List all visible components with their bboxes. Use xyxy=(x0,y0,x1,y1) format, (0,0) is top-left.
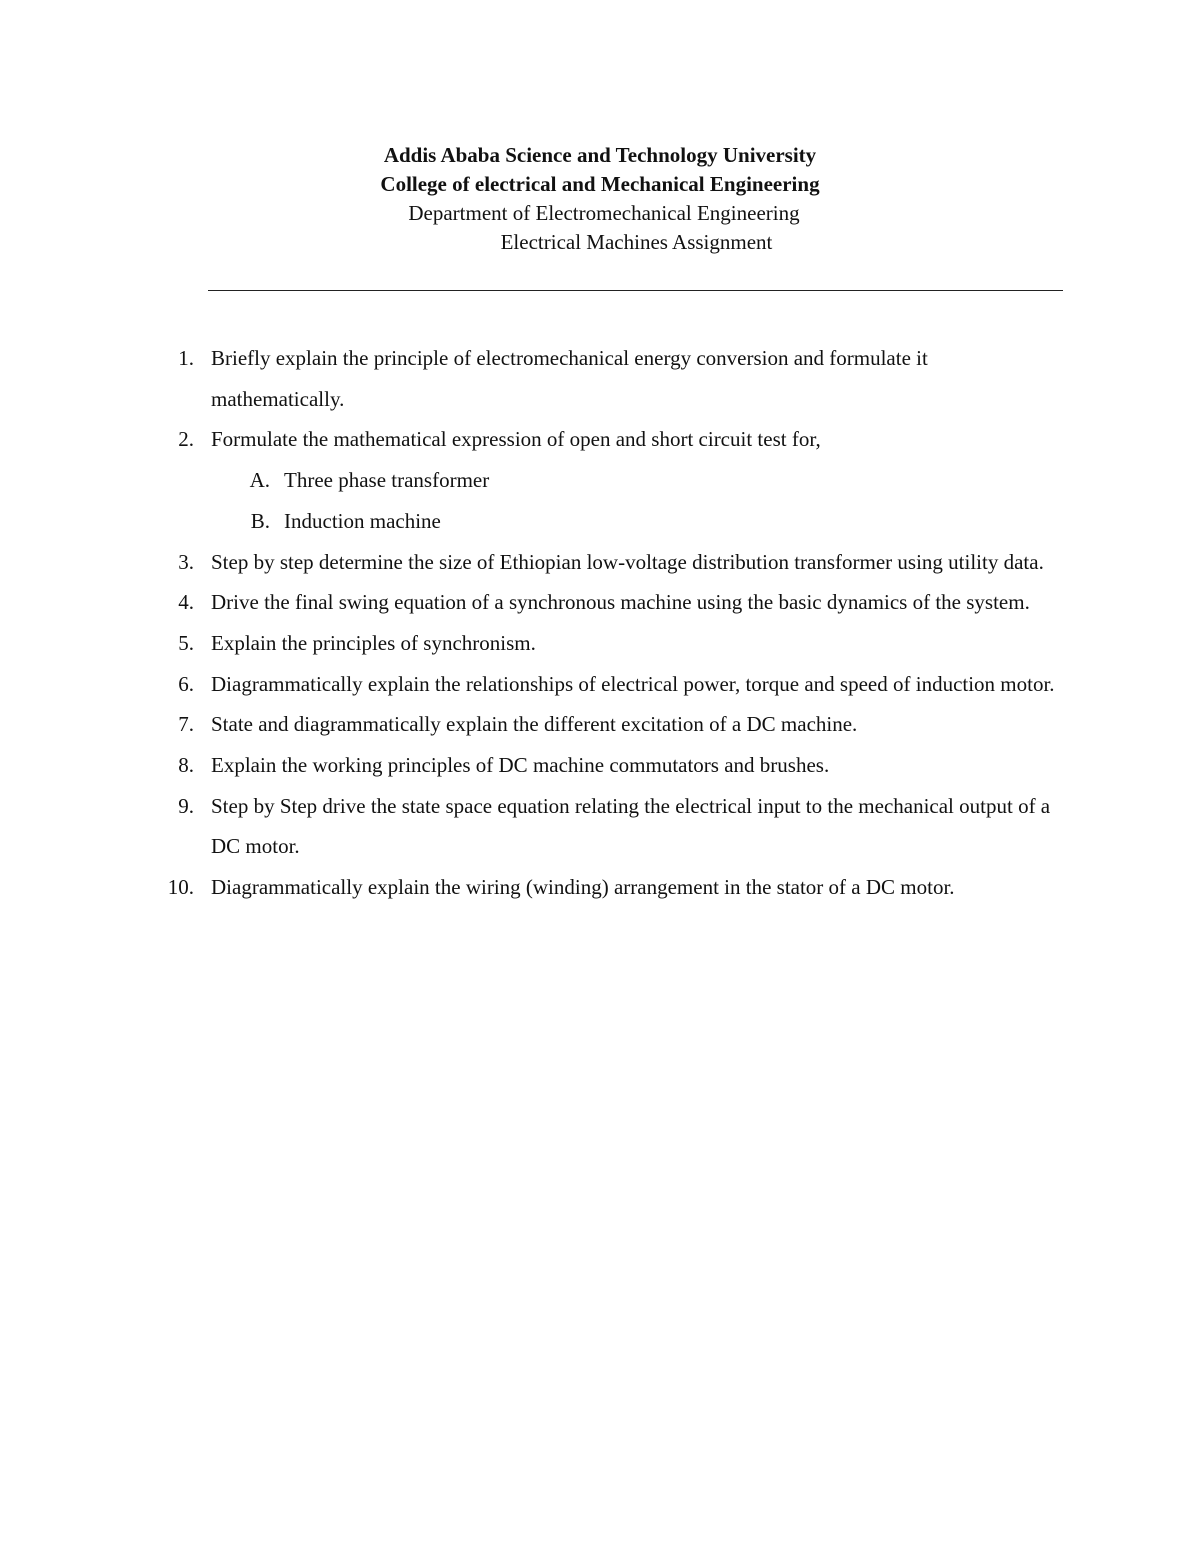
question-item-4 xyxy=(0,582,1200,623)
question-number: 6. xyxy=(178,671,194,696)
question-text: Diagrammatically explain the relationships of electrical power, torque and speed of induction motor. xyxy=(211,671,1055,696)
question-item-1 xyxy=(0,338,1200,419)
question-text: Drive the final swing equation of a synchronous machine using the basic dynamics of the system. xyxy=(211,590,1030,615)
question-text: Explain the principles of synchronism. xyxy=(211,630,536,655)
header-divider xyxy=(208,290,1063,291)
question-text: Explain the working principles of DC machine commutators and brushes. xyxy=(211,753,830,778)
question-list xyxy=(0,338,1200,908)
question-number: 5. xyxy=(178,630,194,655)
question-number: 4. xyxy=(178,590,194,615)
question-text: Diagrammatically explain the wiring (winding) arrangement in the stator of a DC motor. xyxy=(211,875,955,900)
question-item-3 xyxy=(0,542,1200,583)
question-number: 9. xyxy=(178,793,194,818)
subitem-a xyxy=(0,460,1200,501)
question-item-2 xyxy=(0,419,1200,460)
question-number: 3. xyxy=(178,549,194,574)
question-number: 8. xyxy=(178,753,194,778)
question-number: 7. xyxy=(178,712,194,737)
question-item-9 xyxy=(0,786,1200,867)
subitem-letter: B. xyxy=(250,508,270,533)
question-number: 2. xyxy=(178,427,194,452)
subitem-letter: A. xyxy=(249,468,270,493)
question-number: 10. xyxy=(167,875,194,900)
question-item-5 xyxy=(0,623,1200,664)
subitem-text: Three phase transformer xyxy=(284,468,490,493)
question-text: Step by step determine the size of Ethiopian low-voltage distribution transformer using utility data. xyxy=(211,549,1044,574)
question-text: Formulate the mathematical expression of open and short circuit test for, xyxy=(211,427,821,452)
question-item-10 xyxy=(0,867,1200,908)
subitem-text: Induction machine xyxy=(284,508,441,533)
department-name: Department of Electromechanical Engineering xyxy=(408,201,800,225)
question-number: 1. xyxy=(178,346,194,370)
question-text: Step by Step drive the state space equation relating the electrical input to the mechanical output of a DC motor. xyxy=(211,793,1051,859)
university-name: Addis Ababa Science and Technology University xyxy=(383,143,817,167)
question-text: State and diagrammatically explain the different excitation of a DC machine. xyxy=(211,712,858,737)
document-header xyxy=(0,141,1200,257)
college-name: College of electrical and Mechanical Engineering xyxy=(380,172,820,196)
question-item-6 xyxy=(0,664,1200,705)
assignment-title: Electrical Machines Assignment xyxy=(500,230,773,254)
subitem-b xyxy=(0,501,1200,542)
question-item-7 xyxy=(0,704,1200,745)
question-item-8 xyxy=(0,745,1200,786)
question-text: Briefly explain the principle of electromechanical energy conversion and formulate it mathematically. xyxy=(211,346,928,411)
